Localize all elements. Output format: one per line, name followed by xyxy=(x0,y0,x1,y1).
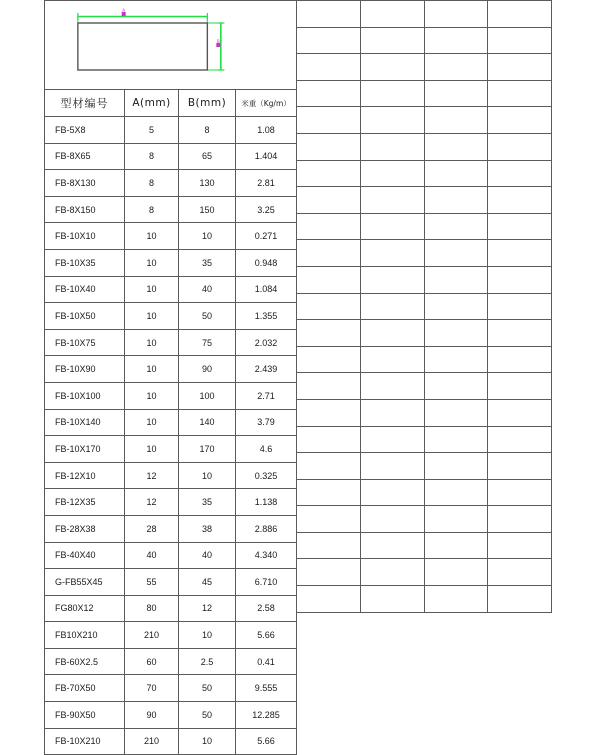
cell-dimension-b: 50 xyxy=(179,303,236,330)
empty-grid-cell[interactable] xyxy=(297,80,361,107)
cell-profile-code: FB-10X10 xyxy=(45,223,125,250)
empty-grid-row xyxy=(297,240,552,267)
cell-dimension-b: 8 xyxy=(179,117,236,144)
cell-profile-code: FG80X12 xyxy=(45,595,125,622)
dimension-label-a: A xyxy=(122,7,126,14)
cell-profile-code: FB-12X35 xyxy=(45,489,125,516)
table-header-row xyxy=(45,90,297,117)
empty-grid-cell[interactable] xyxy=(488,213,552,240)
table-row xyxy=(45,595,297,622)
empty-grid-cell[interactable] xyxy=(297,160,361,187)
empty-grid-cell[interactable] xyxy=(360,506,424,533)
cell-dimension-b: 45 xyxy=(179,569,236,596)
cell-weight-per-meter: 1.138 xyxy=(236,489,297,516)
empty-grid-cell[interactable] xyxy=(360,54,424,81)
empty-grid-cell[interactable] xyxy=(297,213,361,240)
empty-grid-cell[interactable] xyxy=(488,27,552,54)
empty-grid-row xyxy=(297,80,552,107)
profile-spec-table xyxy=(44,0,297,755)
cell-dimension-b: 38 xyxy=(179,515,236,542)
table-row xyxy=(45,223,297,250)
empty-grid-cell[interactable] xyxy=(424,532,488,559)
empty-grid-row xyxy=(297,1,552,28)
empty-grid-row xyxy=(297,133,552,160)
empty-grid-row xyxy=(297,532,552,559)
empty-grid-cell[interactable] xyxy=(424,293,488,320)
empty-grid-cell[interactable] xyxy=(297,373,361,400)
table-row xyxy=(45,569,297,596)
cell-weight-per-meter: 0.948 xyxy=(236,249,297,276)
cell-dimension-a: 210 xyxy=(125,728,179,755)
empty-grid-row xyxy=(297,346,552,373)
profile-drawing-cell xyxy=(45,1,297,90)
cell-dimension-a: 5 xyxy=(125,117,179,144)
cell-dimension-b: 10 xyxy=(179,622,236,649)
empty-grid-cell[interactable] xyxy=(360,426,424,453)
column-header-code: 型材编号 xyxy=(45,90,125,117)
empty-grid-cell[interactable] xyxy=(297,266,361,293)
empty-grid-row xyxy=(297,107,552,134)
cell-dimension-a: 55 xyxy=(125,569,179,596)
cell-dimension-a: 10 xyxy=(125,356,179,383)
empty-grid-cell[interactable] xyxy=(488,479,552,506)
empty-grid-cell[interactable] xyxy=(360,187,424,214)
empty-grid-cell[interactable] xyxy=(297,240,361,267)
cell-dimension-b: 40 xyxy=(179,542,236,569)
empty-grid-row xyxy=(297,373,552,400)
cell-weight-per-meter: 3.79 xyxy=(236,409,297,436)
cell-profile-code: FB-70X50 xyxy=(45,675,125,702)
dimension-line-a-group xyxy=(78,8,207,23)
cell-dimension-b: 2.5 xyxy=(179,648,236,675)
empty-grid-cell[interactable] xyxy=(297,346,361,373)
table-row xyxy=(45,648,297,675)
empty-grid-row xyxy=(297,54,552,81)
empty-grid-cell[interactable] xyxy=(360,532,424,559)
cell-weight-per-meter: 2.032 xyxy=(236,329,297,356)
cell-dimension-a: 8 xyxy=(125,143,179,170)
cell-profile-code: FB-40X40 xyxy=(45,542,125,569)
empty-grid-cell[interactable] xyxy=(488,346,552,373)
cell-dimension-b: 170 xyxy=(179,436,236,463)
table-row xyxy=(45,276,297,303)
empty-grid-cell[interactable] xyxy=(297,54,361,81)
empty-grid-cell[interactable] xyxy=(424,399,488,426)
cell-dimension-a: 8 xyxy=(125,196,179,223)
cell-dimension-b: 35 xyxy=(179,249,236,276)
empty-grid-cell[interactable] xyxy=(488,80,552,107)
cell-profile-code: FB-10X75 xyxy=(45,329,125,356)
cell-dimension-a: 10 xyxy=(125,276,179,303)
empty-grid-row xyxy=(297,586,552,613)
table-row xyxy=(45,702,297,729)
cell-dimension-a: 70 xyxy=(125,675,179,702)
empty-grid-cell[interactable] xyxy=(424,27,488,54)
cell-profile-code: FB-28X38 xyxy=(45,515,125,542)
cell-dimension-a: 40 xyxy=(125,542,179,569)
empty-grid-row xyxy=(297,453,552,480)
cell-weight-per-meter: 0.271 xyxy=(236,223,297,250)
empty-grid-cell[interactable] xyxy=(488,187,552,214)
cell-dimension-a: 10 xyxy=(125,249,179,276)
empty-grid-cell[interactable] xyxy=(360,240,424,267)
empty-grid-cell[interactable] xyxy=(488,160,552,187)
column-header-a: A(mm) xyxy=(125,90,179,117)
empty-grid-row xyxy=(297,160,552,187)
cell-profile-code: FB-10X40 xyxy=(45,276,125,303)
cell-dimension-a: 10 xyxy=(125,329,179,356)
cell-weight-per-meter: 6.710 xyxy=(236,569,297,596)
cell-dimension-b: 10 xyxy=(179,462,236,489)
table-row xyxy=(45,329,297,356)
empty-grid-row xyxy=(297,213,552,240)
empty-continuation-grid xyxy=(296,0,552,600)
empty-grid-table xyxy=(296,0,552,613)
empty-grid-cell[interactable] xyxy=(488,532,552,559)
cell-weight-per-meter: 4.6 xyxy=(236,436,297,463)
column-header-b: B(mm) xyxy=(179,90,236,117)
empty-grid-cell[interactable] xyxy=(297,187,361,214)
empty-grid-row xyxy=(297,320,552,347)
empty-grid-cell[interactable] xyxy=(424,107,488,134)
cell-dimension-b: 50 xyxy=(179,702,236,729)
empty-grid-cell[interactable] xyxy=(488,293,552,320)
cell-profile-code: FB-10X170 xyxy=(45,436,125,463)
cell-profile-code: FB-12X10 xyxy=(45,462,125,489)
cell-profile-code: G-FB55X45 xyxy=(45,569,125,596)
cell-dimension-b: 50 xyxy=(179,675,236,702)
cell-dimension-b: 130 xyxy=(179,170,236,197)
cell-weight-per-meter: 2.886 xyxy=(236,515,297,542)
empty-grid-cell[interactable] xyxy=(360,266,424,293)
empty-grid-cell[interactable] xyxy=(424,213,488,240)
empty-grid-cell[interactable] xyxy=(488,240,552,267)
empty-grid-row xyxy=(297,426,552,453)
empty-grid-cell[interactable] xyxy=(424,506,488,533)
empty-grid-cell[interactable] xyxy=(424,320,488,347)
cell-dimension-a: 12 xyxy=(125,462,179,489)
empty-grid-cell[interactable] xyxy=(297,133,361,160)
cell-profile-code: FB-5X8 xyxy=(45,117,125,144)
cell-profile-code: FB-8X150 xyxy=(45,196,125,223)
cell-profile-code: FB-10X140 xyxy=(45,409,125,436)
cell-dimension-b: 140 xyxy=(179,409,236,436)
empty-grid-cell[interactable] xyxy=(360,559,424,586)
cell-dimension-a: 10 xyxy=(125,223,179,250)
cell-weight-per-meter: 4.340 xyxy=(236,542,297,569)
cell-dimension-a: 80 xyxy=(125,595,179,622)
cell-profile-code: FB-10X100 xyxy=(45,382,125,409)
cell-dimension-b: 150 xyxy=(179,196,236,223)
cell-dimension-b: 35 xyxy=(179,489,236,516)
empty-grid-cell[interactable] xyxy=(297,426,361,453)
table-row xyxy=(45,382,297,409)
cell-profile-code: FB-90X50 xyxy=(45,702,125,729)
cell-dimension-a: 10 xyxy=(125,409,179,436)
cell-dimension-b: 40 xyxy=(179,276,236,303)
table-row xyxy=(45,622,297,649)
empty-grid-cell[interactable] xyxy=(488,559,552,586)
cell-dimension-a: 60 xyxy=(125,648,179,675)
empty-grid-cell[interactable] xyxy=(360,453,424,480)
empty-grid-row xyxy=(297,266,552,293)
cell-dimension-b: 90 xyxy=(179,356,236,383)
cell-weight-per-meter: 12.285 xyxy=(236,702,297,729)
empty-grid-cell[interactable] xyxy=(424,586,488,613)
empty-grid-cell[interactable] xyxy=(424,133,488,160)
cell-weight-per-meter: 5.66 xyxy=(236,728,297,755)
empty-grid-cell[interactable] xyxy=(360,133,424,160)
empty-grid-cell[interactable] xyxy=(488,506,552,533)
empty-grid-cell[interactable] xyxy=(488,133,552,160)
empty-grid-cell[interactable] xyxy=(360,346,424,373)
empty-grid-cell[interactable] xyxy=(297,107,361,134)
empty-grid-cell[interactable] xyxy=(360,107,424,134)
table-row xyxy=(45,117,297,144)
empty-grid-row xyxy=(297,27,552,54)
cell-dimension-b: 12 xyxy=(179,595,236,622)
table-row xyxy=(45,143,297,170)
cell-dimension-a: 210 xyxy=(125,622,179,649)
cell-profile-code: FB-60X2.5 xyxy=(45,648,125,675)
table-row xyxy=(45,436,297,463)
empty-grid-cell[interactable] xyxy=(360,373,424,400)
cell-dimension-a: 10 xyxy=(125,436,179,463)
cell-weight-per-meter: 2.439 xyxy=(236,356,297,383)
cell-weight-per-meter: 0.41 xyxy=(236,648,297,675)
empty-grid-cell[interactable] xyxy=(424,54,488,81)
cell-dimension-b: 10 xyxy=(179,728,236,755)
table-row xyxy=(45,303,297,330)
cell-weight-per-meter: 3.25 xyxy=(236,196,297,223)
cell-dimension-b: 100 xyxy=(179,382,236,409)
empty-grid-cell[interactable] xyxy=(360,160,424,187)
empty-grid-row xyxy=(297,187,552,214)
column-header-weight: 米重（Kg/m） xyxy=(236,90,297,117)
empty-grid-cell[interactable] xyxy=(360,479,424,506)
drawing-row xyxy=(45,1,297,90)
cell-profile-code: FB-10X210 xyxy=(45,728,125,755)
empty-grid-cell[interactable] xyxy=(424,346,488,373)
empty-grid-cell[interactable] xyxy=(488,373,552,400)
empty-grid-row xyxy=(297,399,552,426)
cell-dimension-a: 10 xyxy=(125,303,179,330)
empty-grid-cell[interactable] xyxy=(360,586,424,613)
empty-grid-cell[interactable] xyxy=(297,27,361,54)
empty-grid-cell[interactable] xyxy=(424,426,488,453)
empty-grid-cell[interactable] xyxy=(360,1,424,28)
empty-grid-cell[interactable] xyxy=(297,453,361,480)
table-row xyxy=(45,462,297,489)
empty-grid-cell[interactable] xyxy=(424,160,488,187)
cell-weight-per-meter: 5.66 xyxy=(236,622,297,649)
cell-dimension-b: 65 xyxy=(179,143,236,170)
profile-spec-table-container xyxy=(44,0,296,755)
empty-grid-cell[interactable] xyxy=(297,1,361,28)
empty-grid-cell[interactable] xyxy=(424,266,488,293)
table-row xyxy=(45,489,297,516)
empty-grid-cell[interactable] xyxy=(424,559,488,586)
cell-weight-per-meter: 1.08 xyxy=(236,117,297,144)
empty-grid-cell[interactable] xyxy=(488,586,552,613)
empty-grid-row xyxy=(297,559,552,586)
table-row xyxy=(45,542,297,569)
cell-profile-code: FB10X210 xyxy=(45,622,125,649)
empty-grid-cell[interactable] xyxy=(424,453,488,480)
cell-weight-per-meter: 2.58 xyxy=(236,595,297,622)
empty-grid-cell[interactable] xyxy=(360,80,424,107)
table-row xyxy=(45,356,297,383)
empty-grid-cell[interactable] xyxy=(360,320,424,347)
empty-grid-cell[interactable] xyxy=(360,27,424,54)
empty-grid-cell[interactable] xyxy=(424,1,488,28)
empty-grid-cell[interactable] xyxy=(297,293,361,320)
cell-dimension-a: 12 xyxy=(125,489,179,516)
table-row xyxy=(45,249,297,276)
cell-profile-code: FB-10X50 xyxy=(45,303,125,330)
table-row xyxy=(45,196,297,223)
empty-grid-cell[interactable] xyxy=(488,266,552,293)
profile-outline-rectangle xyxy=(78,23,207,70)
empty-grid-cell[interactable] xyxy=(488,426,552,453)
profile-spec-rows xyxy=(45,117,297,755)
table-row xyxy=(45,515,297,542)
empty-grid-cell[interactable] xyxy=(297,559,361,586)
empty-grid-cell[interactable] xyxy=(424,240,488,267)
dimension-label-b: B xyxy=(216,38,220,45)
empty-grid-cell[interactable] xyxy=(297,479,361,506)
empty-grid-cell[interactable] xyxy=(424,373,488,400)
empty-grid-row xyxy=(297,293,552,320)
empty-grid-cell[interactable] xyxy=(297,320,361,347)
cell-dimension-a: 90 xyxy=(125,702,179,729)
empty-grid-cell[interactable] xyxy=(360,213,424,240)
empty-grid-cell[interactable] xyxy=(360,399,424,426)
empty-grid-cell[interactable] xyxy=(488,453,552,480)
empty-grid-row xyxy=(297,506,552,533)
cell-dimension-b: 75 xyxy=(179,329,236,356)
cell-weight-per-meter: 1.084 xyxy=(236,276,297,303)
empty-grid-cell[interactable] xyxy=(360,293,424,320)
empty-grid-row xyxy=(297,479,552,506)
cell-profile-code: FB-8X130 xyxy=(45,170,125,197)
empty-grid-cell[interactable] xyxy=(424,187,488,214)
cell-weight-per-meter: 9.555 xyxy=(236,675,297,702)
cell-dimension-b: 10 xyxy=(179,223,236,250)
cell-weight-per-meter: 2.71 xyxy=(236,382,297,409)
empty-grid-cell[interactable] xyxy=(488,107,552,134)
cell-profile-code: FB-10X35 xyxy=(45,249,125,276)
cell-weight-per-meter: 1.355 xyxy=(236,303,297,330)
empty-grid-cell[interactable] xyxy=(488,399,552,426)
empty-grid-cell[interactable] xyxy=(488,1,552,28)
cell-weight-per-meter: 2.81 xyxy=(236,170,297,197)
table-row xyxy=(45,409,297,436)
cell-dimension-a: 28 xyxy=(125,515,179,542)
empty-grid-cell[interactable] xyxy=(488,54,552,81)
empty-grid-cell[interactable] xyxy=(424,80,488,107)
cell-profile-code: FB-10X90 xyxy=(45,356,125,383)
empty-grid-cell[interactable] xyxy=(297,506,361,533)
rectangle-profile-drawing xyxy=(45,1,296,89)
table-row xyxy=(45,675,297,702)
empty-grid-cell[interactable] xyxy=(297,399,361,426)
table-row xyxy=(45,728,297,755)
cell-weight-per-meter: 1.404 xyxy=(236,143,297,170)
cell-weight-per-meter: 0.325 xyxy=(236,462,297,489)
empty-grid-cell[interactable] xyxy=(424,479,488,506)
cell-dimension-a: 10 xyxy=(125,382,179,409)
table-row xyxy=(45,170,297,197)
dimension-line-b-group xyxy=(207,23,224,70)
cell-profile-code: FB-8X65 xyxy=(45,143,125,170)
empty-grid-cell[interactable] xyxy=(488,320,552,347)
empty-grid-cell[interactable] xyxy=(297,532,361,559)
cell-dimension-a: 8 xyxy=(125,170,179,197)
empty-grid-cell[interactable] xyxy=(297,586,361,613)
